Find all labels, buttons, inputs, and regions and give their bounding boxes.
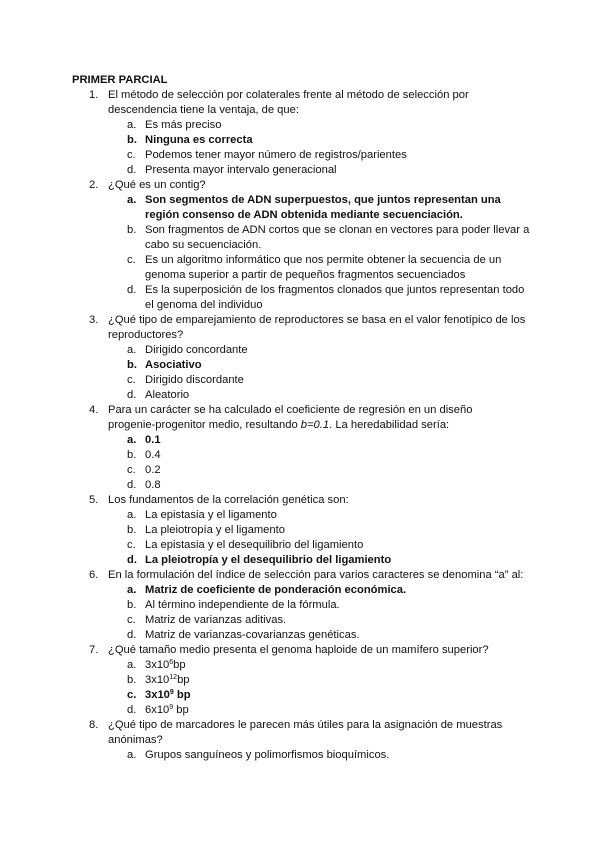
text-span: Es más preciso (145, 119, 222, 131)
text-line (108, 313, 542, 328)
answer-option (72, 658, 542, 673)
question-item (72, 88, 542, 178)
text-line (145, 748, 542, 763)
text-line (145, 658, 542, 673)
text-line (108, 568, 542, 583)
text-line (145, 508, 542, 523)
answer-option-correct (72, 583, 542, 598)
text-span: cabo su secuenciación. (145, 239, 262, 251)
text-line (145, 208, 542, 223)
text-span: 0.1 (145, 434, 161, 446)
answer-option (72, 628, 542, 643)
option-letter: c. (127, 539, 136, 551)
option-letter: d. (127, 389, 137, 401)
text-line (145, 673, 542, 688)
answer-option (72, 373, 542, 388)
text-span: 6x10 (145, 704, 170, 716)
question-number: 4. (89, 404, 99, 416)
text-line (145, 703, 542, 718)
option-letter: d. (127, 629, 137, 641)
text-line (145, 598, 542, 613)
option-letter: a. (127, 434, 137, 446)
italic-text: b=0.1 (300, 419, 330, 431)
text-line (145, 373, 542, 388)
text-span: región consenso de ADN obtenida mediante secuenciación. (145, 209, 463, 221)
option-letter: a. (127, 659, 137, 671)
text-span: Asociativo (145, 359, 202, 371)
document-title: PRIMER PARCIAL (72, 74, 168, 86)
text-span: Podemos tener mayor número de registros/parientes (145, 149, 407, 161)
text-span: La epistasia y el desequilibrio del ligamiento (145, 539, 364, 551)
question-item (72, 493, 542, 568)
option-letter: c. (127, 149, 136, 161)
question-number: 8. (89, 719, 99, 731)
text-line (108, 643, 542, 658)
answer-option-correct (72, 358, 542, 373)
text-span: ¿Qué tipo de emparejamiento de reproductores se basa en el valor fenotípico de los (108, 314, 526, 326)
answer-option-correct (72, 193, 542, 223)
text-line (108, 733, 542, 748)
question-item (72, 313, 542, 403)
option-letter: b. (127, 674, 137, 686)
answer-option (72, 253, 542, 283)
text-line (145, 148, 542, 163)
text-line (145, 193, 542, 208)
text-span: Al término independiente de la fórmula. (145, 599, 340, 611)
text-line (145, 133, 542, 148)
answer-option (72, 478, 542, 493)
text-line (108, 418, 542, 433)
answer-option (72, 118, 542, 133)
text-line (108, 103, 542, 118)
answer-option (72, 613, 542, 628)
question-item (72, 568, 542, 643)
question-item (72, 643, 542, 718)
text-line (145, 433, 542, 448)
text-span: 0.8 (145, 479, 161, 491)
superscript: 6 (169, 659, 174, 666)
question-number: 6. (89, 569, 99, 581)
text-line (145, 343, 542, 358)
text-span: Dirigido concordante (145, 344, 248, 356)
text-span: bp (173, 689, 191, 701)
text-line (145, 118, 542, 133)
text-line (145, 358, 542, 373)
option-letter: a. (127, 119, 137, 131)
superscript: 9 (169, 689, 174, 696)
text-line (108, 178, 542, 193)
option-letter: d. (127, 554, 137, 566)
option-letter: d. (127, 479, 137, 491)
text-span: bp (173, 704, 189, 716)
answer-option (72, 163, 542, 178)
option-letter: d. (127, 284, 137, 296)
text-span: ¿Qué tipo de marcadores le parecen más útiles para la asignación de muestras (108, 719, 503, 731)
option-letter: b. (127, 449, 137, 461)
text-span: Ninguna es correcta (145, 134, 253, 146)
answer-option (72, 388, 542, 403)
text-line (145, 523, 542, 538)
answer-option (72, 673, 542, 688)
text-line (145, 463, 542, 478)
superscript: 9 (169, 704, 174, 711)
text-span: El método de selección por colaterales frente al método de selección por (108, 89, 469, 101)
text-span: La pleiotropía y el ligamento (145, 524, 285, 536)
option-letter: c. (127, 614, 136, 626)
question-list (72, 88, 542, 763)
option-letter: a. (127, 344, 137, 356)
answer-option-correct (72, 433, 542, 448)
question-number: 5. (89, 494, 99, 506)
option-letter: c. (127, 254, 136, 266)
text-span: Los fundamentos de la correlación genética son: (108, 494, 349, 506)
question-number: 3. (89, 314, 99, 326)
text-span: Grupos sanguíneos y polimorfismos bioquímicos. (145, 749, 390, 761)
answer-option (72, 508, 542, 523)
answer-option (72, 223, 542, 253)
text-line (145, 553, 542, 568)
answer-option (72, 463, 542, 478)
question-number: 2. (89, 179, 99, 191)
option-letter: b. (127, 599, 137, 611)
text-span: Aleatorio (145, 389, 190, 401)
text-line (108, 718, 542, 733)
text-span: La pleiotropía y el desequilibrio del ligamiento (145, 554, 392, 566)
text-span: En la formulación del índice de selección para varios caracteres se denomina “a” al: (108, 569, 524, 581)
option-letter: b. (127, 134, 137, 146)
text-span: ¿Qué tamaño medio presenta el genoma haploide de un mamífero superior? (108, 644, 489, 656)
text-line (108, 88, 542, 103)
text-line (145, 688, 542, 703)
option-letter: c. (127, 464, 136, 476)
question-item (72, 718, 542, 763)
text-span: genoma superior a partir de pequeños fragmentos secuenciados (145, 269, 466, 281)
text-line (108, 493, 542, 508)
text-span: 3x10 (145, 659, 170, 671)
text-span: bp (177, 674, 190, 686)
option-letter: b. (127, 359, 137, 371)
text-span: Son fragmentos de ADN cortos que se clonan en vectores para poder llevar a (145, 224, 530, 236)
option-letter: a. (127, 509, 137, 521)
question-number: 1. (89, 89, 99, 101)
text-line (145, 238, 542, 253)
text-span: Es un algoritmo informático que nos permite obtener la secuencia de un (145, 254, 502, 266)
option-letter: d. (127, 704, 137, 716)
text-line (145, 298, 542, 313)
text-line (145, 268, 542, 283)
text-span: ¿Qué es un contig? (108, 179, 206, 191)
text-span: 0.4 (145, 449, 161, 461)
text-line (145, 163, 542, 178)
option-letter: c. (127, 374, 136, 386)
text-span: reproductores? (108, 329, 184, 341)
text-line (145, 538, 542, 553)
text-span: bp (173, 659, 186, 671)
text-span: 0.2 (145, 464, 161, 476)
text-line (145, 628, 542, 643)
text-span: Matriz de varianzas-covarianzas genéticas. (145, 629, 360, 641)
text-span: La epistasia y el ligamento (145, 509, 277, 521)
text-span: . La heredabilidad sería: (329, 419, 450, 431)
answer-option (72, 523, 542, 538)
text-span: Es la superposición de los fragmentos clonados que juntos representan todo (145, 284, 525, 296)
text-line (145, 223, 542, 238)
text-span: 3x10 (145, 689, 170, 701)
option-letter: a. (127, 194, 137, 206)
text-span: Presenta mayor intervalo generacional (145, 164, 337, 176)
text-line (108, 328, 542, 343)
text-line (145, 613, 542, 628)
answer-option (72, 598, 542, 613)
text-span: Dirigido discordante (145, 374, 244, 386)
text-span: Para un carácter se ha calculado el coeficiente de regresión en un diseño (108, 404, 473, 416)
option-letter: d. (127, 164, 137, 176)
text-line (145, 583, 542, 598)
answer-option (72, 343, 542, 358)
answer-option (72, 748, 542, 763)
answer-option-correct (72, 133, 542, 148)
option-letter: a. (127, 584, 137, 596)
superscript: 12 (169, 674, 178, 681)
answer-option-correct (72, 553, 542, 568)
text-span: 3x10 (145, 674, 170, 686)
answer-option-correct (72, 688, 542, 703)
answer-option (72, 703, 542, 718)
text-span: Son segmentos de ADN superpuestos, que juntos representan una (145, 194, 501, 206)
text-span: anónimas? (108, 734, 163, 746)
answer-option (72, 148, 542, 163)
option-letter: c. (127, 689, 137, 701)
text-line (145, 253, 542, 268)
option-letter: a. (127, 749, 137, 761)
document-page (72, 73, 542, 763)
text-line (145, 478, 542, 493)
text-span: Matriz de coeficiente de ponderación económica. (145, 584, 407, 596)
answer-option (72, 448, 542, 463)
option-letter: b. (127, 224, 137, 236)
text-line (145, 283, 542, 298)
question-number: 7. (89, 644, 99, 656)
answer-option (72, 283, 542, 313)
text-span: descendencia tiene la ventaja, de que: (108, 104, 299, 116)
text-line (108, 403, 542, 418)
question-item (72, 178, 542, 313)
question-item (72, 403, 542, 493)
text-line (145, 388, 542, 403)
text-line (145, 448, 542, 463)
option-letter: b. (127, 524, 137, 536)
text-span: progenie-progenitor medio, resultando (108, 419, 301, 431)
text-span: el genoma del individuo (145, 299, 263, 311)
text-span: Matriz de varianzas aditivas. (145, 614, 287, 626)
answer-option (72, 538, 542, 553)
